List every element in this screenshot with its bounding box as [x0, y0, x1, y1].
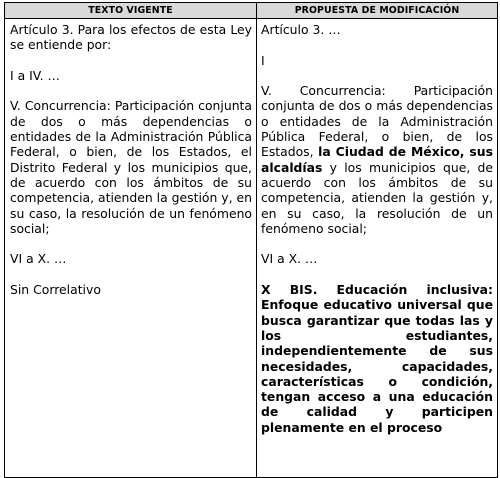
current-no-correlative: Sin Correlativo	[10, 282, 101, 298]
header-proposal: PROPUESTA DE MODIFICACIÓN	[257, 3, 498, 19]
header-row	[5, 3, 498, 19]
proposal-fraction-v	[261, 83, 493, 236]
current-article-heading: Artículo 3. Para los efectos de esta Ley se entiende por:	[10, 22, 252, 53]
proposal-fractions-range: I	[261, 52, 265, 68]
current-fractions-range: I a IV. …	[10, 67, 60, 83]
proposal-fraction-v-start: V. Concurrencia: Participación conjunta de dos o más dependencias o entidades de la Administración Pública Federal, o bien, de los Estados,	[261, 83, 493, 160]
current-fraction-v: V. Concurrencia: Participación conjunta de dos o más dependencias o entidades de la Administración Pública Federal, o bien, de los Estados, el Distrito Federal y los municipios que, de acuerdo con los ámbitos de su competencia, atienden la gestión y, en su caso, la resolución de un fenómeno social;	[10, 98, 252, 236]
comparison-table	[4, 2, 498, 478]
proposal-cell	[257, 19, 498, 478]
header-current-text: TEXTO VIGENTE	[5, 3, 257, 19]
proposal-fraction-x-bis: X BIS. Educación inclusiva: Enfoque educativo universal que busca garantizar que todas las y los estudiantes, independientemente de sus necesidades, capacidades, características o condición, tengan acceso a una educación de calidad y participen plenamente en el proceso	[261, 282, 493, 435]
current-fractions-vi-x: VI a X. …	[10, 251, 67, 267]
proposal-fractions-vi-x: VI a X. …	[261, 251, 318, 267]
current-text-cell	[5, 19, 257, 478]
proposal-fraction-v-end: y los municipios que, de acuerdo con los ámbitos de su competencia, atienden la gestión y, en su caso, la resolución de un fenómeno social;	[261, 159, 493, 236]
content-row	[5, 19, 498, 478]
proposal-article-heading: Artículo 3. …	[261, 22, 341, 37]
proposal-fraction-v-bold: la Ciudad de México, sus alcaldías	[261, 144, 493, 175]
